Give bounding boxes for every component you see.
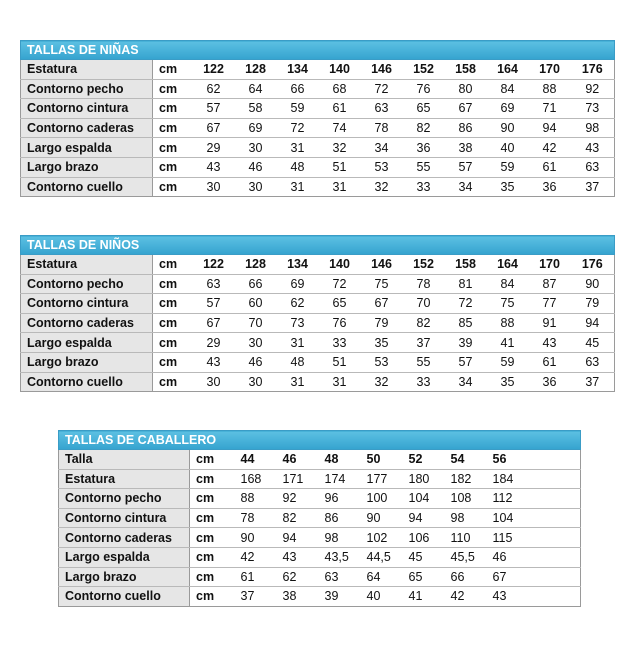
size-header-cell: 140 <box>319 60 361 80</box>
value-cell: 48 <box>277 157 319 177</box>
row-label: Largo brazo <box>21 352 153 372</box>
table-row <box>59 547 581 567</box>
unit-cell: cm <box>153 313 193 333</box>
value-cell: 76 <box>403 79 445 99</box>
size-table-ninas <box>20 40 615 197</box>
size-header-cell: 134 <box>277 255 319 275</box>
row-label: Largo brazo <box>59 567 190 587</box>
value-cell: 69 <box>487 99 529 119</box>
size-table-caballero <box>58 430 581 607</box>
value-cell: 85 <box>445 313 487 333</box>
value-cell: 84 <box>487 274 529 294</box>
value-cell: 37 <box>403 333 445 353</box>
value-cell: 100 <box>361 489 403 509</box>
value-cell: 60 <box>235 294 277 314</box>
value-cell: 61 <box>235 567 277 587</box>
value-cell: 65 <box>319 294 361 314</box>
row-label: Contorno pecho <box>21 79 153 99</box>
size-header-cell: 176 <box>571 60 615 80</box>
value-cell: 46 <box>235 352 277 372</box>
size-header-cell: 170 <box>529 255 571 275</box>
value-cell: 90 <box>361 508 403 528</box>
value-cell: 88 <box>235 489 277 509</box>
size-header-cell: 54 <box>445 450 487 470</box>
unit-cell: cm <box>153 99 193 119</box>
value-cell: 82 <box>277 508 319 528</box>
row-label: Estatura <box>21 255 153 275</box>
value-cell: 64 <box>235 79 277 99</box>
value-cell: 62 <box>193 79 235 99</box>
value-cell: 63 <box>571 352 615 372</box>
unit-cell: cm <box>153 138 193 158</box>
value-cell: 82 <box>403 118 445 138</box>
value-cell: 30 <box>235 138 277 158</box>
value-cell: 67 <box>361 294 403 314</box>
table-header-row <box>21 60 615 80</box>
table-row <box>21 99 615 119</box>
value-cell: 112 <box>487 489 581 509</box>
size-header-cell: 134 <box>277 60 319 80</box>
value-cell: 70 <box>235 313 277 333</box>
value-cell: 87 <box>529 274 571 294</box>
value-cell: 29 <box>193 333 235 353</box>
value-cell: 57 <box>445 157 487 177</box>
value-cell: 43 <box>277 547 319 567</box>
value-cell: 184 <box>487 469 581 489</box>
size-header-cell: 164 <box>487 60 529 80</box>
value-cell: 86 <box>445 118 487 138</box>
value-cell: 32 <box>374 374 389 389</box>
value-cell: 43 <box>487 587 581 607</box>
value-cell: 31 <box>277 333 319 353</box>
value-cell: 84 <box>487 79 529 99</box>
size-header-cell: 158 <box>445 255 487 275</box>
table-title: TALLAS DE NIÑOS <box>21 236 615 255</box>
value-cell: 43,5 <box>319 547 361 567</box>
unit-cell: cm <box>153 157 193 177</box>
value-cell: 42 <box>529 138 571 158</box>
value-cell: 61 <box>529 157 571 177</box>
value-cell: 62 <box>277 567 319 587</box>
value-cell: 33 <box>416 374 431 389</box>
row-label: Largo espalda <box>21 333 153 353</box>
value-cell: 64 <box>361 567 403 587</box>
value-cell: 59 <box>487 352 529 372</box>
unit-cell: cm <box>153 79 193 99</box>
row-label: Contorno cuello <box>59 587 190 607</box>
value-cell: 41 <box>408 589 423 604</box>
table-row <box>59 528 581 548</box>
value-cell: 65 <box>403 99 445 119</box>
table-row <box>59 508 581 528</box>
value-cell: 63 <box>361 99 403 119</box>
value-cell: 70 <box>403 294 445 314</box>
value-cell: 51 <box>319 157 361 177</box>
value-cell: 31 <box>332 374 347 389</box>
value-cell: 66 <box>235 274 277 294</box>
value-cell: 38 <box>445 138 487 158</box>
row-label: Contorno cintura <box>59 508 190 528</box>
value-cell: 30 <box>248 179 263 194</box>
value-cell: 72 <box>277 118 319 138</box>
unit-cell: cm <box>190 528 235 548</box>
value-cell: 171 <box>277 469 319 489</box>
value-cell: 88 <box>487 313 529 333</box>
size-header-cell: 152 <box>403 255 445 275</box>
table-row <box>59 587 581 607</box>
value-cell: 72 <box>319 274 361 294</box>
value-cell: 37 <box>571 372 615 392</box>
table-row <box>21 313 615 333</box>
value-cell: 86 <box>319 508 361 528</box>
size-header-cell: 176 <box>571 255 615 275</box>
value-cell: 78 <box>235 508 277 528</box>
value-cell: 63 <box>193 274 235 294</box>
table-body <box>21 255 615 392</box>
value-cell: 78 <box>361 118 403 138</box>
value-cell: 43 <box>571 138 615 158</box>
value-cell: 78 <box>403 274 445 294</box>
table-row <box>21 372 615 392</box>
row-label: Contorno caderas <box>59 528 190 548</box>
unit-cell: cm <box>190 450 235 470</box>
value-cell: 90 <box>487 118 529 138</box>
size-table-ninos <box>20 235 615 392</box>
value-cell: 92 <box>571 79 615 99</box>
value-cell: 77 <box>529 294 571 314</box>
size-header-cell: 128 <box>235 255 277 275</box>
table-header-row <box>59 450 581 470</box>
value-cell: 94 <box>277 528 319 548</box>
value-cell: 59 <box>487 157 529 177</box>
value-cell: 34 <box>458 179 473 194</box>
value-cell: 92 <box>277 489 319 509</box>
value-cell: 30 <box>248 374 263 389</box>
value-cell: 88 <box>529 79 571 99</box>
unit-cell: cm <box>190 547 235 567</box>
value-cell: 30 <box>235 333 277 353</box>
size-header-cell: 164 <box>487 255 529 275</box>
value-cell: 90 <box>571 274 615 294</box>
value-cell: 37 <box>571 177 615 197</box>
value-cell: 102 <box>361 528 403 548</box>
size-header-cell: 56 <box>487 450 581 470</box>
value-cell: 73 <box>571 99 615 119</box>
value-cell: 31 <box>332 179 347 194</box>
value-cell: 38 <box>282 589 297 604</box>
value-cell: 43 <box>193 352 235 372</box>
value-cell: 168 <box>235 469 277 489</box>
value-cell: 43 <box>529 333 571 353</box>
value-cell: 42 <box>235 547 277 567</box>
value-cell: 51 <box>319 352 361 372</box>
value-cell: 94 <box>403 508 445 528</box>
unit-cell: cm <box>153 294 193 314</box>
value-cell: 36 <box>403 138 445 158</box>
table-row <box>59 469 581 489</box>
value-cell: 35 <box>500 374 515 389</box>
value-cell: 68 <box>319 79 361 99</box>
value-cell: 182 <box>445 469 487 489</box>
value-cell: 29 <box>193 138 235 158</box>
unit-cell: cm <box>153 118 193 138</box>
value-cell: 34 <box>458 374 473 389</box>
value-cell: 71 <box>529 99 571 119</box>
value-cell: 72 <box>361 79 403 99</box>
value-cell: 66 <box>445 567 487 587</box>
table-row <box>21 157 615 177</box>
value-cell: 55 <box>403 352 445 372</box>
row-label: Estatura <box>59 469 190 489</box>
unit-cell: cm <box>153 60 193 80</box>
value-cell: 31 <box>277 138 319 158</box>
value-cell: 96 <box>319 489 361 509</box>
value-cell: 45 <box>571 333 615 353</box>
table-row <box>59 567 581 587</box>
row-label: Contorno cuello <box>21 177 153 197</box>
value-cell: 94 <box>571 313 615 333</box>
unit-cell: cm <box>190 469 235 489</box>
value-cell: 35 <box>500 179 515 194</box>
value-cell: 30 <box>206 374 221 389</box>
value-cell: 67 <box>487 567 581 587</box>
size-header-cell: 158 <box>445 60 487 80</box>
table-row <box>21 294 615 314</box>
value-cell: 90 <box>235 528 277 548</box>
unit-cell: cm <box>190 567 235 587</box>
row-label: Contorno cintura <box>21 294 153 314</box>
value-cell: 63 <box>571 157 615 177</box>
value-cell: 48 <box>277 352 319 372</box>
table-row <box>21 118 615 138</box>
value-cell: 81 <box>445 274 487 294</box>
unit-cell: cm <box>196 589 215 604</box>
row-label: Contorno caderas <box>21 313 153 333</box>
value-cell: 57 <box>193 294 235 314</box>
value-cell: 59 <box>277 99 319 119</box>
value-cell: 98 <box>445 508 487 528</box>
unit-cell: cm <box>153 274 193 294</box>
value-cell: 30 <box>206 179 221 194</box>
value-cell: 62 <box>277 294 319 314</box>
value-cell: 40 <box>366 589 381 604</box>
value-cell: 57 <box>193 99 235 119</box>
value-cell: 32 <box>319 138 361 158</box>
table-header-row <box>21 255 615 275</box>
unit-cell: cm <box>190 489 235 509</box>
size-header-cell: 122 <box>193 255 235 275</box>
table-row <box>21 352 615 372</box>
value-cell: 80 <box>445 79 487 99</box>
row-label: Largo brazo <box>21 157 153 177</box>
value-cell: 63 <box>319 567 361 587</box>
value-cell: 91 <box>529 313 571 333</box>
value-cell: 39 <box>445 333 487 353</box>
value-cell: 33 <box>416 179 431 194</box>
size-header-cell: 152 <box>403 60 445 80</box>
unit-cell: cm <box>153 352 193 372</box>
size-header-cell: 122 <box>193 60 235 80</box>
row-label: Contorno cintura <box>21 99 153 119</box>
table-row <box>21 333 615 353</box>
value-cell: 177 <box>361 469 403 489</box>
value-cell: 75 <box>361 274 403 294</box>
value-cell: 98 <box>571 118 615 138</box>
value-cell: 104 <box>487 508 581 528</box>
value-cell: 82 <box>403 313 445 333</box>
value-cell: 42 <box>450 589 465 604</box>
row-label: Talla <box>59 450 190 470</box>
value-cell: 180 <box>403 469 445 489</box>
unit-cell: cm <box>159 179 178 194</box>
size-header-cell: 46 <box>277 450 319 470</box>
table-row <box>59 489 581 509</box>
value-cell: 31 <box>290 179 305 194</box>
size-header-cell: 146 <box>361 60 403 80</box>
value-cell: 72 <box>445 294 487 314</box>
value-cell: 44,5 <box>361 547 403 567</box>
value-cell: 53 <box>361 157 403 177</box>
value-cell: 58 <box>235 99 277 119</box>
value-cell: 79 <box>361 313 403 333</box>
size-header-cell: 140 <box>319 255 361 275</box>
value-cell: 46 <box>235 157 277 177</box>
value-cell: 75 <box>487 294 529 314</box>
row-label: Contorno caderas <box>21 118 153 138</box>
value-cell: 110 <box>445 528 487 548</box>
value-cell: 67 <box>445 99 487 119</box>
value-cell: 34 <box>361 138 403 158</box>
value-cell: 74 <box>319 118 361 138</box>
value-cell: 67 <box>193 118 235 138</box>
value-cell: 115 <box>487 528 581 548</box>
value-cell: 36 <box>542 374 557 389</box>
value-cell: 73 <box>277 313 319 333</box>
table-title: TALLAS DE CABALLERO <box>59 431 581 450</box>
table-body <box>21 60 615 197</box>
value-cell: 35 <box>361 333 403 353</box>
row-label: Contorno cuello <box>21 372 153 392</box>
table-row <box>21 138 615 158</box>
value-cell: 174 <box>319 469 361 489</box>
row-label: Contorno pecho <box>21 274 153 294</box>
value-cell: 61 <box>319 99 361 119</box>
value-cell: 55 <box>403 157 445 177</box>
value-cell: 69 <box>277 274 319 294</box>
value-cell: 66 <box>277 79 319 99</box>
value-cell: 106 <box>403 528 445 548</box>
size-header-cell: 128 <box>235 60 277 80</box>
size-header-cell: 146 <box>361 255 403 275</box>
value-cell: 104 <box>403 489 445 509</box>
value-cell: 39 <box>324 589 339 604</box>
value-cell: 57 <box>445 352 487 372</box>
size-header-cell: 50 <box>361 450 403 470</box>
value-cell: 65 <box>403 567 445 587</box>
unit-cell: cm <box>153 333 193 353</box>
value-cell: 32 <box>374 179 389 194</box>
row-label: Largo espalda <box>59 547 190 567</box>
value-cell: 108 <box>445 489 487 509</box>
value-cell: 37 <box>240 589 255 604</box>
value-cell: 31 <box>290 374 305 389</box>
value-cell: 69 <box>235 118 277 138</box>
row-label: Largo espalda <box>21 138 153 158</box>
value-cell: 67 <box>193 313 235 333</box>
value-cell: 76 <box>319 313 361 333</box>
value-cell: 53 <box>361 352 403 372</box>
size-header-cell: 52 <box>403 450 445 470</box>
unit-cell: cm <box>159 374 178 389</box>
size-header-cell: 170 <box>529 60 571 80</box>
table-row <box>21 79 615 99</box>
table-title: TALLAS DE NIÑAS <box>21 41 615 60</box>
table-body <box>59 450 581 607</box>
value-cell: 43 <box>193 157 235 177</box>
value-cell: 45,5 <box>445 547 487 567</box>
value-cell: 94 <box>529 118 571 138</box>
table-row <box>21 177 615 197</box>
row-label: Contorno pecho <box>59 489 190 509</box>
value-cell: 40 <box>487 138 529 158</box>
value-cell: 79 <box>571 294 615 314</box>
value-cell: 41 <box>487 333 529 353</box>
unit-cell: cm <box>153 255 193 275</box>
size-header-cell: 48 <box>319 450 361 470</box>
unit-cell: cm <box>190 508 235 528</box>
value-cell: 36 <box>542 179 557 194</box>
size-header-cell: 44 <box>235 450 277 470</box>
value-cell: 98 <box>319 528 361 548</box>
table-row <box>21 274 615 294</box>
row-label: Estatura <box>21 60 153 80</box>
value-cell: 61 <box>529 352 571 372</box>
value-cell: 46 <box>487 547 581 567</box>
value-cell: 45 <box>403 547 445 567</box>
value-cell: 33 <box>319 333 361 353</box>
